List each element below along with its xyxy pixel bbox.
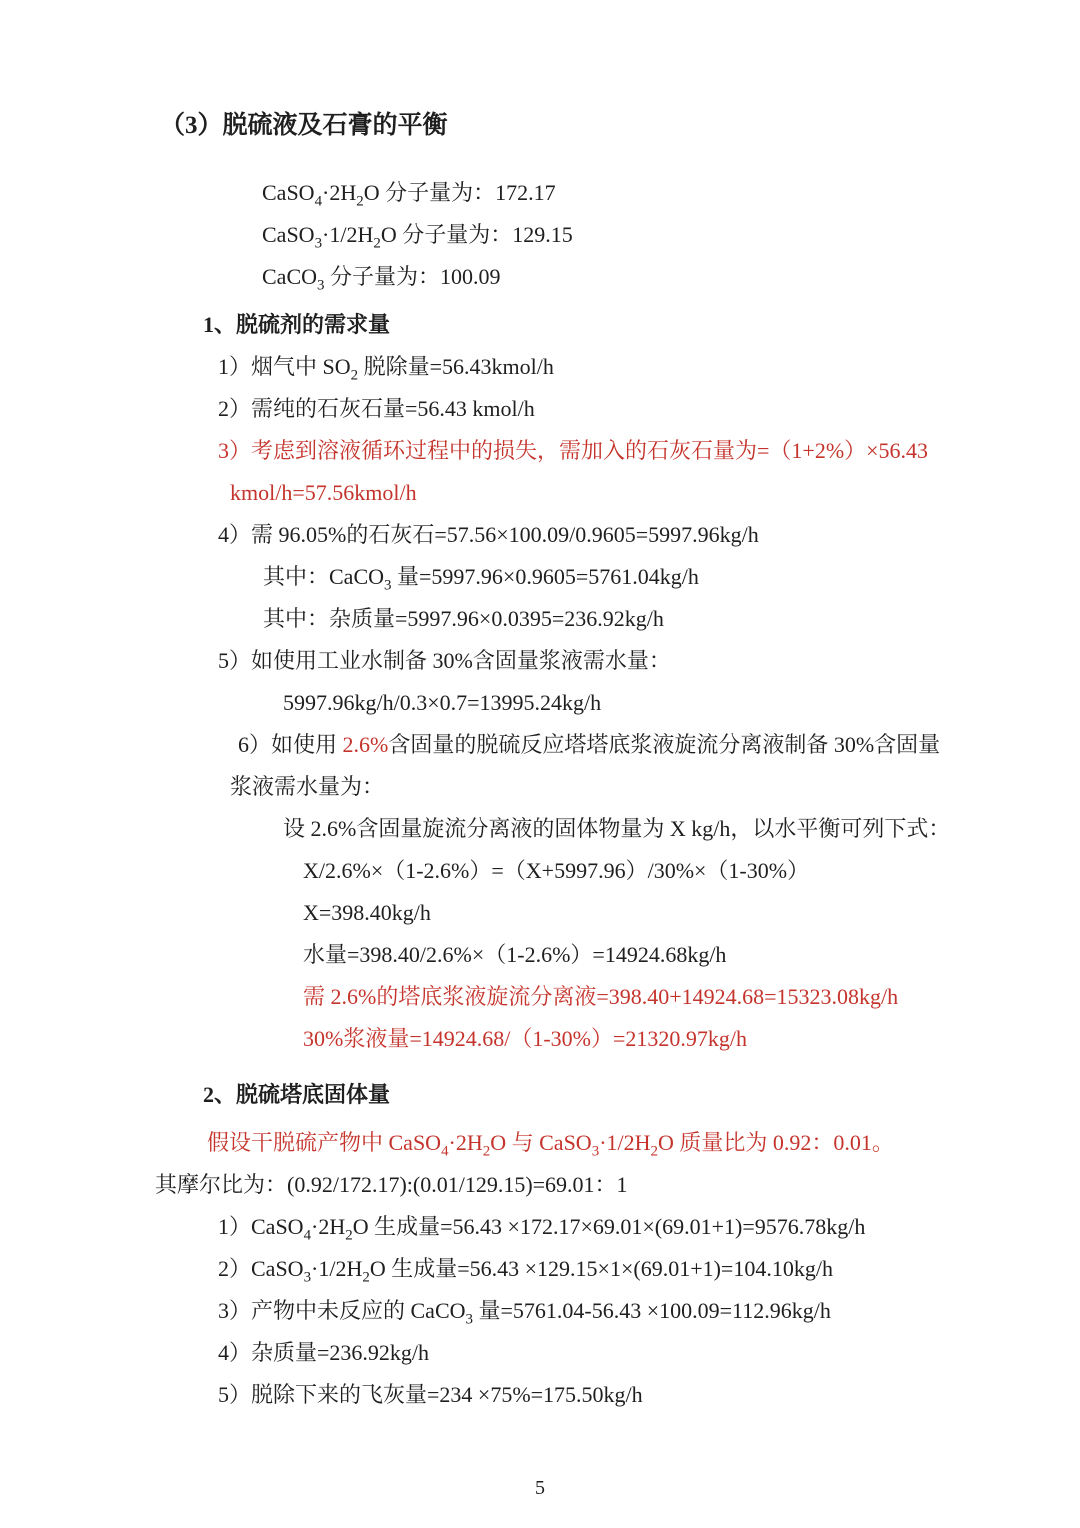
text-segment: 其中：CaCO <box>263 564 385 589</box>
text-segment: ·2H <box>322 180 357 205</box>
text-segment: CaSO <box>262 222 315 247</box>
subscript: 4 <box>314 193 323 210</box>
text-segment: O 与 CaSO <box>490 1130 592 1155</box>
text-segment: CaSO <box>262 180 315 205</box>
text-segment: 浆液需水量为： <box>230 774 385 799</box>
text-segment: 4）杂质量=236.92kg/h <box>218 1340 430 1365</box>
text-segment: 5）如使用工业水制备 30%含固量浆液需水量： <box>218 648 671 673</box>
formula-slurry-30 <box>303 1018 1080 1060</box>
item-2-3 <box>218 1290 1080 1332</box>
section-title <box>160 104 1080 148</box>
text-segment: 5997.96kg/h/0.3×0.7=13995.24kg/h <box>283 690 602 715</box>
text-segment: 1）CaSO <box>218 1214 304 1239</box>
molar-ratio <box>155 1164 1080 1206</box>
text-segment: 3）产物中未反应的 CaCO <box>218 1298 466 1323</box>
text-segment: 2）需纯的石灰石量=56.43 kmol/h <box>218 396 535 421</box>
subscript: 3 <box>591 1143 600 1160</box>
item-1-3-cont <box>230 472 1080 514</box>
item-1-4 <box>218 514 1080 556</box>
subscript: 2 <box>650 1143 658 1160</box>
text-segment: 需 2.6%的塔底浆液旋流分离液=398.40+14924.68=15323.08kg/h <box>303 984 899 1009</box>
text-segment: 假设干脱硫产物中 CaSO <box>207 1130 442 1155</box>
text-segment: CaCO <box>262 264 317 289</box>
subscript: 3 <box>465 1311 473 1328</box>
subscript: 2 <box>356 193 364 210</box>
text-segment: O 生成量=56.43 ×129.15×1×(69.01+1)=104.10kg/h <box>369 1256 833 1281</box>
molweight-caso4 <box>262 172 1080 214</box>
formula-water <box>303 934 1080 976</box>
text-segment: O 分子量为：172.17 <box>363 180 556 205</box>
item-1-6 <box>238 724 1080 766</box>
subscript: 4 <box>303 1227 312 1244</box>
text-segment: 其摩尔比为：(0.92/172.17):(0.01/129.15)=69.01：1 <box>155 1172 628 1197</box>
formula-x <box>303 892 1080 934</box>
text-segment: 2、脱硫塔底固体量 <box>203 1082 391 1107</box>
text-segment: 其中：杂质量=5997.96×0.0395=236.92kg/h <box>263 606 664 631</box>
text-segment: 含固量的脱硫反应塔塔底浆液旋流分离液制备 30%含固量 <box>388 732 941 757</box>
subscript: 2 <box>373 235 381 252</box>
text-segment: X=398.40kg/h <box>303 900 431 925</box>
item-1-1 <box>218 346 1080 388</box>
text-segment: X/2.6%×（1-2.6%）=（X+5997.96）/30%×（1-30%） <box>303 858 810 883</box>
item-1-2 <box>218 388 1080 430</box>
page-number: 5 <box>535 1477 545 1499</box>
text-segment: 4）需 96.05%的石灰石=57.56×100.09/0.9605=5997.96kg/h <box>218 522 759 547</box>
item-1-6-cont <box>230 766 1080 808</box>
subscript: 3 <box>384 577 392 594</box>
item-1-4-caco3 <box>263 556 1080 598</box>
item-2-1 <box>218 1206 1080 1248</box>
text-segment: 分子量为：100.09 <box>324 264 501 289</box>
text-segment: kmol/h=57.56kmol/h <box>230 480 417 505</box>
text-segment: O 质量比为 0.92：0.01。 <box>658 1130 894 1155</box>
text-segment: 1）烟气中 SO <box>218 354 351 379</box>
text-segment: ·1/2H <box>322 222 374 247</box>
item-2-2 <box>218 1248 1080 1290</box>
subscript: 3 <box>303 1269 312 1286</box>
text-segment: 2.6% <box>342 732 389 757</box>
molweight-caco3 <box>262 256 1080 298</box>
assumption-ratio <box>207 1122 1080 1164</box>
subscript: 2 <box>345 1227 353 1244</box>
heading-1 <box>203 304 1080 346</box>
text-segment: ·1/2H <box>311 1256 363 1281</box>
text-segment: ·1/2H <box>599 1130 651 1155</box>
subscript: 2 <box>362 1269 370 1286</box>
document-body <box>0 104 1080 1416</box>
subscript: 2 <box>482 1143 491 1160</box>
text-segment: ·2H <box>448 1130 483 1155</box>
text-segment: 量=5761.04-56.43 ×100.09=112.96kg/h <box>473 1298 831 1323</box>
text-segment: 设 2.6%含固量旋流分离液的固体物量为 X kg/h，以水平衡可列下式： <box>283 816 951 841</box>
text-segment: ·2H <box>311 1214 346 1239</box>
subscript: 4 <box>441 1143 449 1160</box>
text-segment: 30%浆液量=14924.68/（1-30%）=21320.97kg/h <box>303 1026 748 1051</box>
item-1-4-impurity <box>263 598 1080 640</box>
text-segment: 3）考虑到溶液循环过程中的损失，需加入的石灰石量为=（1+2%）×56.43 <box>218 438 929 463</box>
heading-2 <box>203 1074 1080 1116</box>
text-segment: 脱除量=56.43kmol/h <box>358 354 554 379</box>
item-2-4 <box>218 1332 1080 1374</box>
text-segment: 5）脱除下来的飞灰量=234 ×75%=175.50kg/h <box>218 1382 643 1407</box>
text-segment: 6）如使用 <box>238 732 343 757</box>
item-1-5-formula <box>283 682 1080 724</box>
text-segment: O 分子量为：129.15 <box>380 222 573 247</box>
text-segment: 量=5997.96×0.9605=5761.04kg/h <box>391 564 699 589</box>
text-segment: 2）CaSO <box>218 1256 304 1281</box>
subscript: 3 <box>314 235 323 252</box>
subscript: 3 <box>317 277 325 294</box>
item-2-5 <box>218 1374 1080 1416</box>
item-1-5 <box>218 640 1080 682</box>
text-segment: O 生成量=56.43 ×172.17×69.01×(69.01+1)=9576.78kg/h <box>352 1214 866 1239</box>
text-segment: （3）脱硫液及石膏的平衡 <box>160 112 448 139</box>
molweight-caso3 <box>262 214 1080 256</box>
text-segment: 1、脱硫剂的需求量 <box>203 312 391 337</box>
item-1-6-assume <box>283 808 1080 850</box>
item-1-3 <box>218 430 1080 472</box>
formula-balance <box>303 850 1080 892</box>
formula-slurry-26 <box>303 976 1080 1018</box>
subscript: 2 <box>350 367 359 384</box>
text-segment: 水量=398.40/2.6%×（1-2.6%）=14924.68kg/h <box>303 942 727 967</box>
